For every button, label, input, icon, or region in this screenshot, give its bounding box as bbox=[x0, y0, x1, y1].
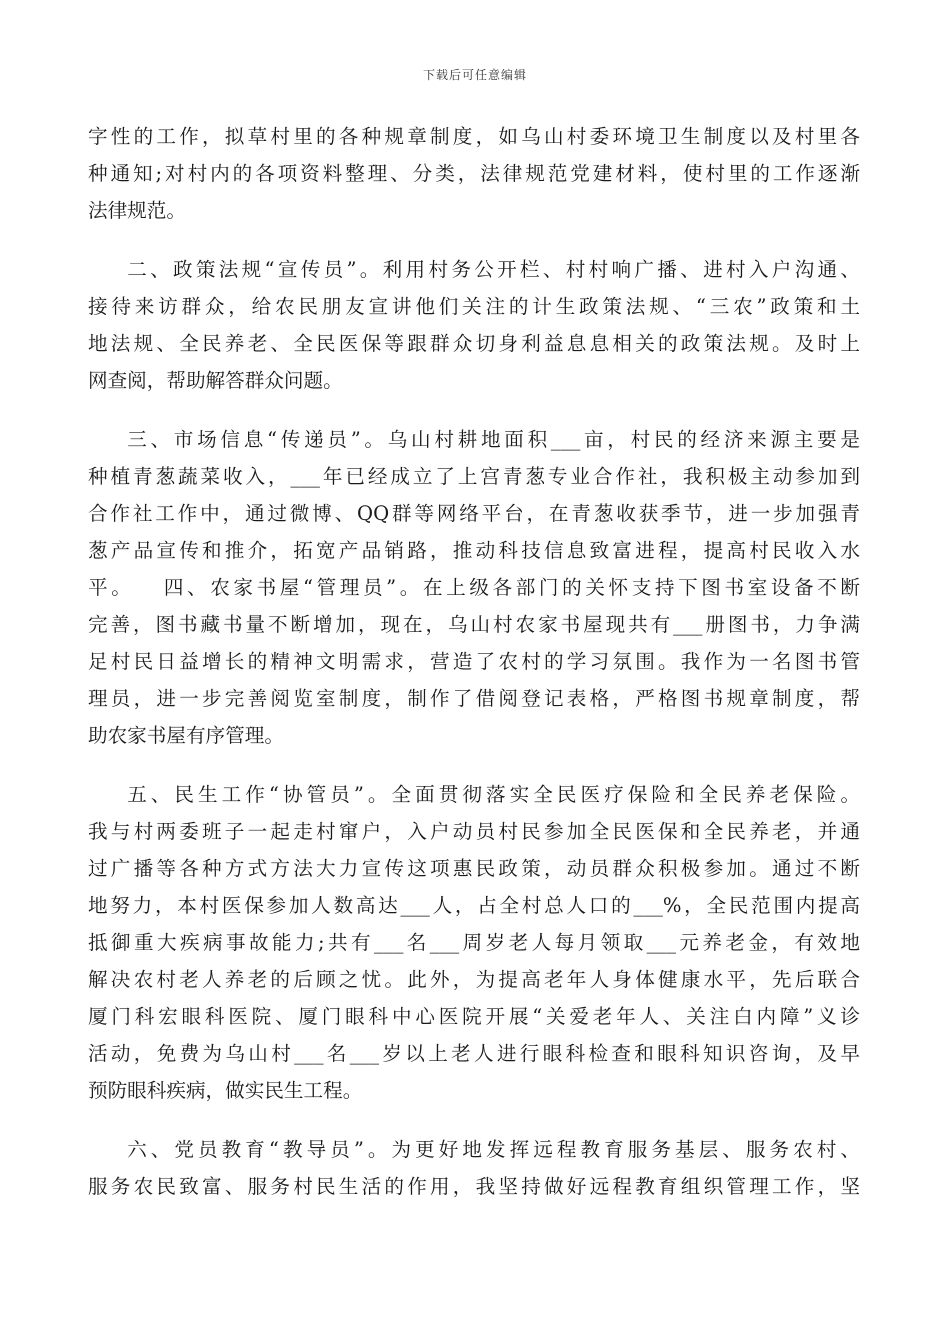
text-line: 预防眼科疾病，做实民生工程。 bbox=[88, 1079, 363, 1102]
text-line: 葱产品宣传和推介，拓宽产品销路，推动科技信息致富进程，提高村民收入水 bbox=[88, 539, 860, 562]
text-line: 二、政策法规“宣传员”。利用村务公开栏、村村响广播、进村入户沟通、 bbox=[127, 258, 860, 281]
text-line: 种通知;对村内的各项资料整理、分类，法律规范党建材料，使村里的工作逐渐 bbox=[88, 162, 860, 185]
text-line: 厦门科宏眼科医院、厦门眼科中心医院开展“关爱老年人、关注白内障”义诊 bbox=[88, 1005, 860, 1028]
text-line: 平。 四、农家书屋“管理员”。在上级各部门的关怀支持下图书室设备不断 bbox=[88, 576, 860, 599]
text-line: 字性的工作，拟草村里的各种规章制度，如乌山村委环境卫生制度以及村里各 bbox=[88, 125, 860, 148]
text-line: 合作社工作中，通过微博、QQ群等网络平台，在青葱收获季节，进一步加强青 bbox=[88, 502, 860, 525]
paragraph-livelihood bbox=[88, 776, 860, 1109]
text-line: 过广播等各种方式方法大力宣传这项惠民政策，动员群众积极参加。通过不断 bbox=[88, 857, 860, 880]
text-line: 三、市场信息“传递员”。乌山村耕地面积___亩，村民的经济来源主要是 bbox=[127, 428, 860, 451]
text-line: 种植青葱蔬菜收入，___年已经成立了上宫青葱专业合作社，我积极主动参加到 bbox=[88, 465, 860, 488]
text-line: 五、民生工作“协管员”。全面贯彻落实全民医疗保险和全民养老保险。 bbox=[127, 783, 860, 806]
text-line: 活动，免费为乌山村___名___岁以上老人进行眼科检查和眼科知识咨询，及早 bbox=[88, 1042, 860, 1065]
text-line: 接待来访群众，给农民朋友宣讲他们关注的计生政策法规、“三农”政策和土 bbox=[88, 295, 860, 318]
text-line: 网查阅，帮助解答群众问题。 bbox=[88, 369, 343, 392]
paragraph-party-education bbox=[88, 1131, 860, 1205]
paragraph-continuation bbox=[88, 118, 860, 229]
page-header: 下载后可任意编辑 bbox=[422, 68, 527, 82]
paragraph-policy-publicist bbox=[88, 251, 860, 399]
text-line: 完善，图书藏书量不断增加，现在，乌山村农家书屋现共有___册图书，力争满 bbox=[88, 613, 860, 636]
text-line: 助农家书屋有序管理。 bbox=[88, 724, 284, 747]
text-line: 地努力，本村医保参加人数高达___人，占全村总人口的___%，全民范围内提高 bbox=[88, 894, 860, 917]
text-line: 我与村两委班子一起走村窜户，入户动员村民参加全民医保和全民养老，并通 bbox=[88, 820, 860, 843]
paragraph-market-info bbox=[88, 421, 860, 754]
text-line: 服务农民致富、服务村民生活的作用，我坚持做好远程教育组织管理工作，坚 bbox=[88, 1175, 860, 1198]
text-line: 法律规范。 bbox=[88, 199, 186, 222]
text-line: 理员，进一步完善阅览室制度，制作了借阅登记表格，严格图书规章制度，帮 bbox=[88, 687, 860, 710]
text-line: 解决农村老人养老的后顾之忧。此外，为提高老年人身体健康水平，先后联合 bbox=[88, 968, 860, 991]
document-body bbox=[88, 118, 860, 1227]
text-line: 地法规、全民养老、全民医保等跟群众切身利益息息相关的政策法规。及时上 bbox=[88, 332, 860, 355]
text-line: 抵御重大疾病事故能力;共有___名___周岁老人每月领取___元养老金，有效地 bbox=[88, 931, 860, 954]
text-line: 足村民日益增长的精神文明需求，营造了农村的学习氛围。我作为一名图书管 bbox=[88, 650, 860, 673]
text-line: 六、党员教育“教导员”。为更好地发挥远程教育服务基层、服务农村、 bbox=[127, 1138, 860, 1161]
